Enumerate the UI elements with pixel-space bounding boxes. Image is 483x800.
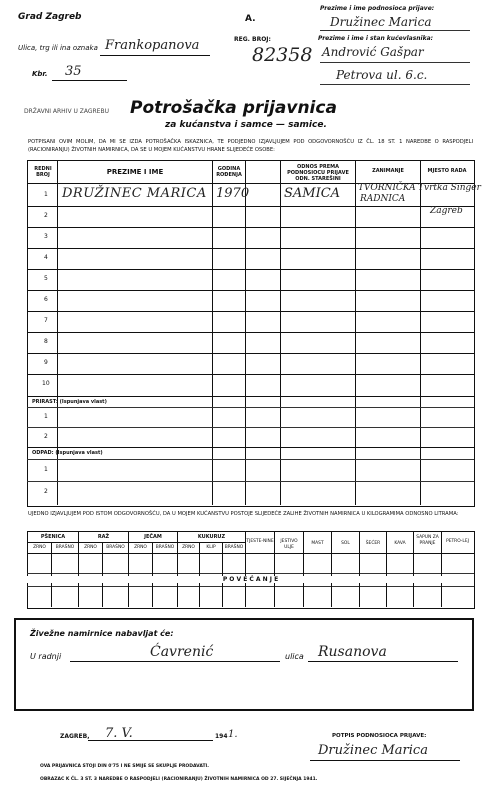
stock-increase-label: P O V E Ć A N J E [27,576,474,583]
stock-sub: ZRNO [182,545,195,550]
signature-label: POTPIS PODNOSIOCA PRIJAVE: [332,733,427,739]
purchase-street-value: Rusanova [318,644,387,660]
stock-group-corn: KUKURUZ [197,534,226,540]
purchase-shop-label: U radnji [30,652,62,661]
stock-other: TJESTE-NINE [246,539,274,544]
purchase-label: Živežne namirnice nabavljat će: [30,629,174,638]
entry-relation: SAMICA [284,186,341,201]
purchase-street-label: ulica [285,652,304,661]
row-number: 10 [42,380,50,387]
signature-value: Družinec Marica [318,743,428,758]
col-header-workplace: MJESTO RADA [427,168,467,174]
row-number: 9 [44,359,48,366]
row-number: 8 [44,338,48,345]
row-number: 2 [44,212,48,219]
stock-other: SAPUN ZA PRANJE [416,535,439,546]
stock-sub: ZRNO [134,545,147,550]
departures-label: ODPAD: (Ispunjava vlast) [32,450,103,456]
kbr-label: Kbr. [32,70,48,78]
stock-other: MAST [311,541,324,546]
entry-place-1: Tvrtka Singer [418,183,481,193]
stock-intro: UJEDNO IZJAVLJUJEM POD ISTOM ODGOVORNOŠĆU, DA U MOJEM KUĆANSTVU POSTOJE SLIJEDEĆE ZALIHE ŽIVOTNIH NAMIRNICA U KILOGRAMIMA ODNOSNO LITRAMA: [28,511,459,517]
stock-sub: BRAŠNO [55,545,75,550]
footer-year-hand: 1. [228,729,238,740]
stock-sub: KLIP [206,545,216,550]
stock-sub: ZRNO [33,545,46,550]
archive-stamp: DRŽAVNI ARHIV U ZAGREBU [24,108,109,115]
footer-note-regulation: OBRAZAC K ČL. 3 ST. 3 NAREDBE O RASPODJELI (RACIONIRANJU) ŽIVOTNIH NAMIRNICA OD 27. SIJEČNJA 1941. [40,777,318,782]
stock-other: ŠEĆER [365,541,381,546]
col-header-number: REDNI BROJ [34,166,52,178]
stock-sub: BRAŠNO [224,545,244,550]
stock-group-rye: RAŽ [97,534,110,540]
row-number: 1 [44,466,48,473]
section-label: A. [245,14,256,24]
row-number: 1 [44,413,48,420]
stock-sub: BRAŠNO [106,545,125,550]
row-number: 7 [44,317,48,324]
footer-year: 194 [215,733,228,740]
landlord-address: Petrova ul. 6.c. [336,68,428,82]
submitter-value: Družinec Marica [330,15,432,29]
reg-value: 82358 [252,44,313,66]
stock-other: KAVA [394,541,406,546]
street-value: Frankopanova [105,38,200,53]
intro-text: POTPISANI OVIM MOLIM, DA MI SE IZDA POTROŠAČKA ISKAZNICA, TE PODJEDNO IZJAVLJUJEM POD ODGOVORNOŠĆU IZ ČL. 18 ST. 1 NAREDBE O RASPODJELI (RACIONIRANJU) ŽIVOTNIH NAMIRNICA, DA SE U MOJEM KUĆANSTVU HRANE SLIJEDEĆE OSOBE: [28,139,473,153]
entry-place-2: Zagreb [430,206,463,216]
footer-note-price: OVA PRIJAVNICA STOJI DIN 0'75 I NE SMIJE SE SKUPLJE PRODAVATI. [40,764,209,769]
entry-occupation-2: RADNICA [360,194,406,204]
form-title: Potrošačka prijavnica [130,98,337,118]
footer-place: ZAGREB, [60,733,90,740]
row-number: 1 [44,191,48,198]
entry-year: 1970 [216,186,250,201]
city-label: Grad Zagreb [18,12,82,22]
stock-sub: BRAŠNO [155,545,175,550]
col-header-relation: ODNOS PREMA PODNOSIOCU PRIJAVE ODN. STAREŠINI [287,164,349,182]
row-number: 5 [44,275,48,282]
row-number: 2 [44,488,48,495]
row-number: 6 [44,296,48,303]
landlord-label: Prezime i ime i stan kućevlasnika: [318,35,434,42]
row-number: 4 [44,254,48,261]
row-number: 2 [44,433,48,440]
stock-group-barley: JEČAM [144,534,162,540]
col-header-occupation: ZANIMANJE [372,168,404,174]
form-subtitle: za kućanstva i samce — samice. [165,120,327,130]
col-header-name: PREZIME I IME [106,168,164,176]
reg-label: REG. BROJ: [234,36,271,43]
stock-sub: ZRNO [84,545,97,550]
row-number: 3 [44,233,48,240]
purchase-shop-value: Ćavrenić [150,644,214,660]
entry-name: DRUŽINEC MARICA [62,186,207,201]
stock-other: SOL [341,541,350,546]
street-label: Ulica, trg ili ina oznaka [18,44,98,52]
stock-group-wheat: PŠENICA [40,534,66,540]
footer-date: 7. V. [105,726,133,741]
arrivals-label: PRIRAST: (Ispunjava vlast) [32,399,107,405]
stock-other: JESTIVO ULJE [280,539,298,550]
kbr-value: 35 [65,64,82,79]
landlord-value: Andrović Gašpar [322,45,424,59]
stock-other: PETRO-LEJ [446,539,469,544]
entry-occupation-1: TVORNIČKA [358,183,416,193]
col-header-year: GODINA ROĐENJA [216,166,242,178]
submitter-label: Prezime i ime podnosioca prijave: [320,5,435,12]
